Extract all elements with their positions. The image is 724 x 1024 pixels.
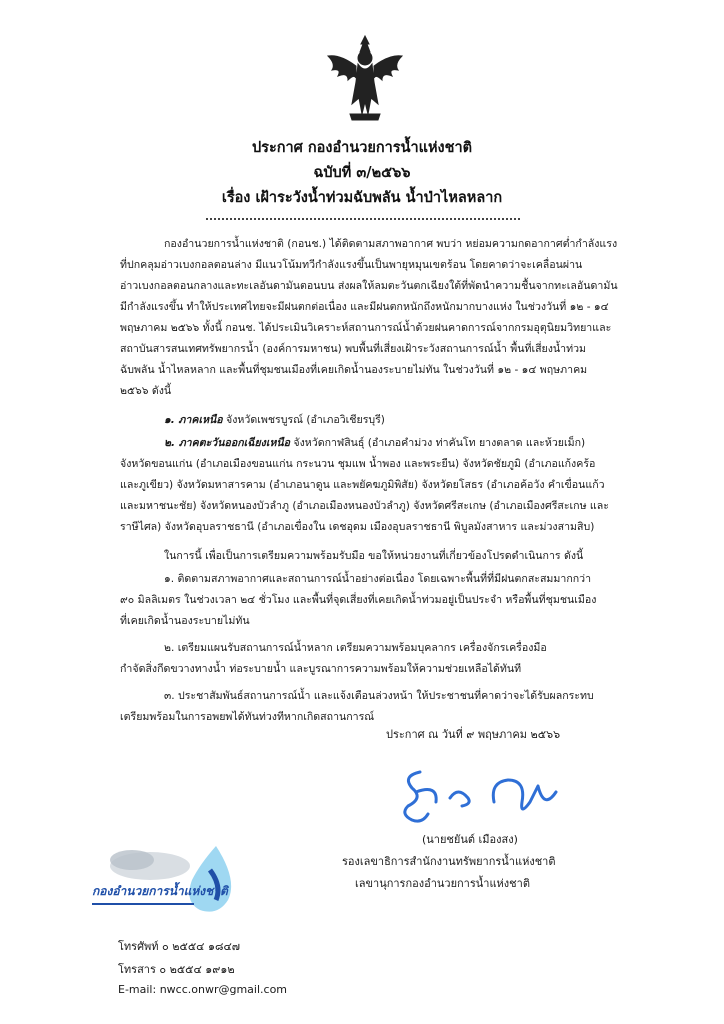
text-line: มีกำลังแรงขึ้น ทำให้ประเทศไทยจะมีฝนตกต่อเนื่อง และมีฝนตกหนักถึงหนักมากบางแห่ง ในช่วงวันที่ ๑๒ - ๑๔ bbox=[120, 301, 609, 313]
region-northeast bbox=[164, 433, 585, 454]
text-line: กำจัดสิ่งกีดขวางทางน้ำ ท่อระบายน้ำ และบูรณาการความพร้อมให้ความช่วยเหลือได้ทันที bbox=[120, 663, 522, 675]
handwritten-signature bbox=[398, 762, 570, 826]
text-line: ฉับพลัน น้ำไหลหลาก และพื้นที่ชุมชนเมืองที่เคยเกิดน้ำนองระบายไม่ทัน ในช่วงวันที่ ๑๒ - ๑๔ พฤษภาคม bbox=[120, 364, 588, 376]
announcement-title: ประกาศ กองอำนวยการน้ำแห่งชาติ bbox=[251, 139, 473, 156]
text-line: อ่าวเบงกอลตอนกลางและทะเลอันดามันตอนบน ส่งผลให้ลมตะวันตกเฉียงใต้ที่พัดนำความชื้นจากทะเลอันดามัน bbox=[120, 280, 618, 292]
text-line: จังหวัดขอนแก่น (อำเภอเมืองขอนแก่น กระนวน ชุมแพ น้ำพอง และพระยืน) จังหวัดชัยภูมิ (อำเภอแก้งคร้อ bbox=[120, 458, 596, 470]
announcement-number: ฉบับที่ ๓/๒๕๖๖ bbox=[313, 164, 411, 181]
announcement-subject: เรื่อง เฝ้าระวังน้ำท่วมฉับพลัน น้ำป่าไหลหลาก bbox=[221, 189, 503, 206]
text-line: ๑. ติดตามสภาพอากาศและสถานการณ์น้ำอย่างต่อเนื่อง โดยเฉพาะพื้นที่ที่มีฝนตกสะสมมากกว่า bbox=[164, 573, 592, 585]
region-text: จังหวัดกาฬสินธุ์ (อำเภอคำม่วง ท่าคันโท ยางตลาด และห้วยเม็ก) bbox=[290, 437, 586, 449]
region-label: ๒. ภาคตะวันออกเฉียงเหนือ bbox=[164, 437, 291, 449]
contact-fax: โทรสาร ๐ ๒๕๕๔ ๑๙๑๒ bbox=[118, 963, 235, 976]
text-line: ที่ปกคลุมอ่าวเบงกอลตอนล่าง มีแนวโน้มทวีกำลังแรงขึ้นเป็นพายุหมุนเขตร้อน โดยคาดว่าจะเคลื่อนผ่าน bbox=[120, 259, 583, 271]
region-north bbox=[164, 410, 385, 431]
signatory-name: (นายชยันต์ เมืองสง) bbox=[422, 833, 518, 846]
text-line: และภูเขียว) จังหวัดมหาสารคาม (อำเภอนาดูน และพยัคฆภูมิพิสัย) จังหวัดยโสธร (อำเภอค้อวัง คำเขื่อนแก้ว bbox=[120, 479, 605, 491]
announcement-date: ประกาศ ณ วันที่ ๙ พฤษภาคม ๒๕๖๖ bbox=[386, 728, 561, 741]
text-line: เตรียมพร้อมในการอพยพได้ทันท่วงทีหากเกิดสถานการณ์ bbox=[120, 711, 375, 723]
garuda-emblem-icon bbox=[326, 34, 404, 122]
text-line: พฤษภาคม ๒๕๖๖ ทั้งนี้ กอนช. ได้ประเมินวิเคราะห์สถานการณ์น้ำด้วยฝนคาดการณ์จากกรมอุตุนิยมวิทยาและ bbox=[120, 322, 612, 334]
dotted-separator bbox=[206, 218, 520, 220]
text-line: ๒๕๖๖ ดังนี้ bbox=[120, 385, 172, 397]
text-line: ๒. เตรียมแผนรับสถานการณ์น้ำหลาก เตรียมความพร้อมบุคลากร เครื่องจักรเครื่องมือ bbox=[164, 642, 547, 654]
signatory-position: เลขานุการกองอำนวยการน้ำแห่งชาติ bbox=[355, 877, 530, 890]
region-label: ๑. ภาคเหนือ bbox=[164, 414, 223, 426]
text-line: และมหาชนะชัย) จังหวัดหนองบัวลำภู (อำเภอเมืองหนองบัวลำภู) จังหวัดศรีสะเกษ (อำเภอเมืองศรีสะเกษ และ bbox=[120, 500, 609, 512]
intro-paragraph bbox=[120, 234, 618, 404]
text-line: กองอำนวยการน้ำแห่งชาติ (กอนช.) ได้ติดตามสภาพอากาศ พบว่า หย่อมความกดอากาศต่ำกำลังแรง bbox=[164, 238, 618, 250]
text-line: สถาบันสารสนเทศทรัพยากรน้ำ (องค์การมหาชน) พบพื้นที่เสี่ยงเฝ้าระวังสถานการณ์น้ำ พื้นที่เสี่ยงน้ำท่วม bbox=[120, 343, 587, 355]
region-text: จังหวัดเพชรบูรณ์ (อำเภอวิเชียรบุรี) bbox=[222, 414, 385, 426]
text-line: ที่เคยเกิดน้ำนองระบายไม่ทัน bbox=[120, 615, 250, 627]
signatory-position: รองเลขาธิการสำนักงานทรัพยากรน้ำแห่งชาติ bbox=[342, 855, 556, 868]
water-drop-logo-icon bbox=[88, 840, 240, 920]
text-line: ๓. ประชาสัมพันธ์สถานการณ์น้ำ และแจ้งเตือนล่วงหน้า ให้ประชาชนที่คาดว่าจะได้รับผลกระทบ bbox=[164, 690, 594, 702]
action-items bbox=[120, 546, 606, 723]
contact-email[interactable]: E-mail: nwcc.onwr@gmail.com bbox=[118, 983, 288, 996]
risk-regions bbox=[120, 410, 609, 540]
text-line: ราษีไศล) จังหวัดอุบลราชธานี (อำเภอเขื่องใน เดชอุดม เมืองอุบลราชธานี พิบูลมังสาหาร และม่วงสามสิบ) bbox=[120, 521, 595, 533]
action-intro: ในการนี้ เพื่อเป็นการเตรียมความพร้อมรับมือ ขอให้หน่วยงานที่เกี่ยวข้องโปรดดำเนินการ ดังนี้ bbox=[164, 550, 584, 562]
text-line: ๙๐ มิลลิเมตร ในช่วงเวลา ๒๔ ชั่วโมง และพื้นที่จุดเสี่ยงที่เคยเกิดน้ำท่วมอยู่เป็นประจำ หรือพื้นที่ชุมชนเมือง bbox=[120, 594, 597, 606]
logo-text: กองอำนวยการน้ำแห่งชาติ bbox=[92, 884, 228, 898]
nwcc-logo bbox=[88, 840, 240, 920]
contact-phone: โทรศัพท์ ๐ ๒๕๕๔ ๑๘๔๗ bbox=[118, 940, 241, 953]
